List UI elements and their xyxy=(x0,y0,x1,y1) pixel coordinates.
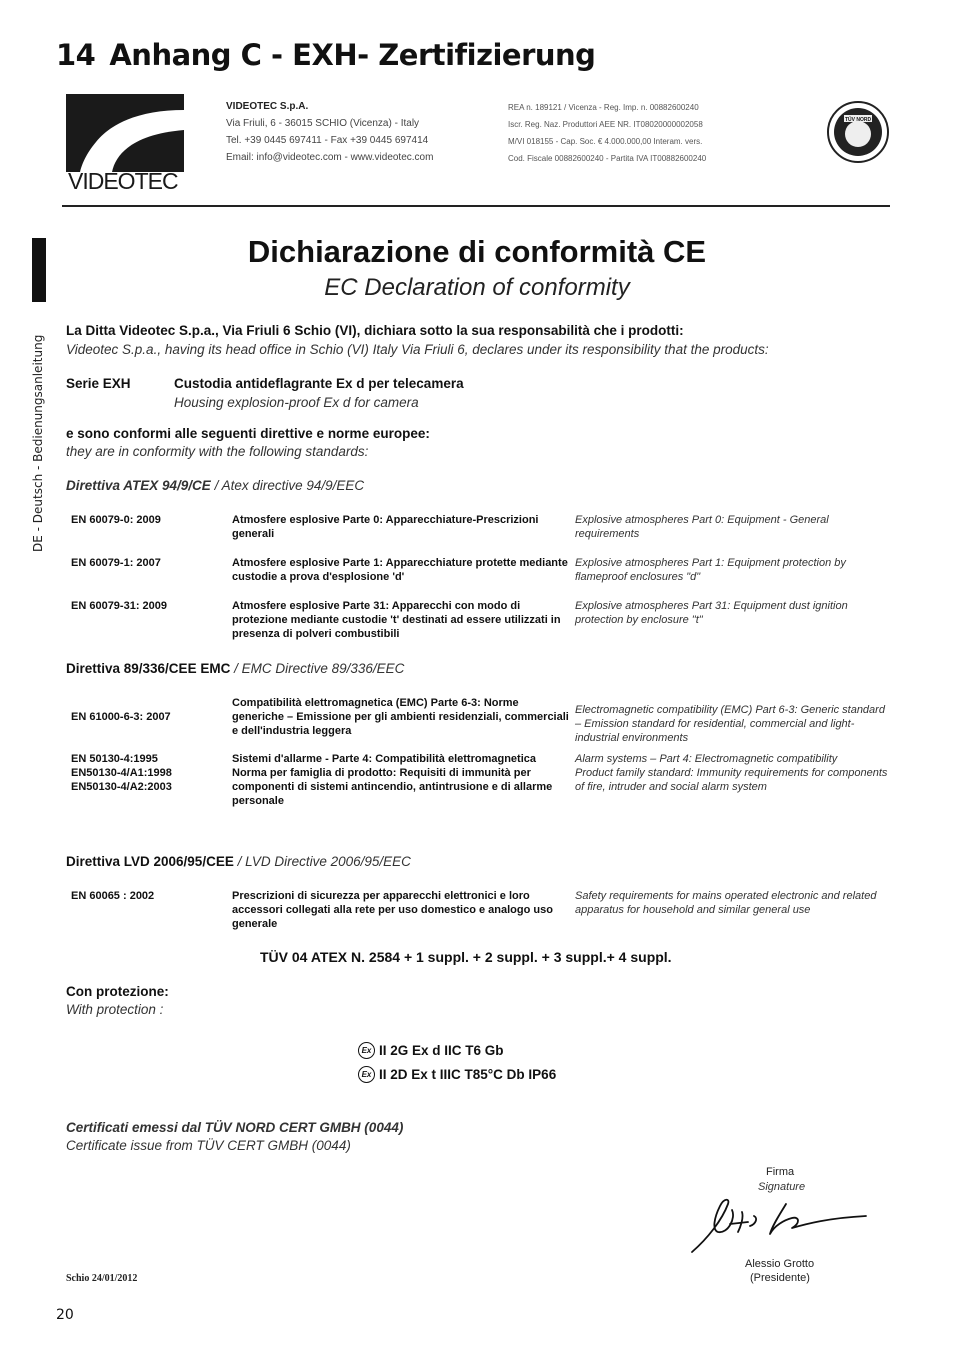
directive-title-italian: Direttiva 89/336/CEE EMC xyxy=(66,661,231,676)
company-registry-block xyxy=(508,99,706,167)
page-number: 20 xyxy=(56,1307,74,1323)
standard-description-italian: Compatibilità elettromagnetica (EMC) Parte 6-3: Norme generiche – Emissione per gli ambienti residenziali, commerciali e dell'industria leggera xyxy=(232,697,569,737)
directive-title-english: / LVD Directive 2006/95/EEC xyxy=(233,854,411,869)
marking-dust-text: II 2D Ex t IIIC T85°C Db IP66 xyxy=(379,1067,557,1082)
signature-label-english: Signature xyxy=(758,1181,806,1193)
standard-code: EN 60079-0: 2009 xyxy=(71,514,161,526)
directive-lvd-heading xyxy=(66,854,411,869)
intro-italian: La Ditta Videotec S.p.a., Via Friuli 6 Schio (VI), dichiara sotto la sua responsabilità che i prodotti: xyxy=(66,323,684,338)
standard-description-italian: Sistemi d'allarme - Parte 4: Compatibilità elettromagnetica Norma per famiglia di prodotto: Requisiti di immunità per componenti di sistemi antincendio, antintrusione e di allarme personale xyxy=(232,753,553,807)
side-language-label: DE - Deutsch - Bedienungsanleitung xyxy=(31,334,45,552)
directive-title-english: / EMC Directive 89/336/EEC xyxy=(230,661,405,676)
directive-title-english: / Atex directive 94/9/EEC xyxy=(210,478,365,493)
standard-code: EN 60079-31: 2009 xyxy=(71,600,168,612)
signatory-name: Alessio Grotto xyxy=(745,1258,815,1270)
series-label: Serie EXH xyxy=(66,376,131,391)
handwritten-signature xyxy=(688,1194,874,1258)
heading-number: 14 xyxy=(56,38,96,72)
directive-emc-heading xyxy=(66,661,404,676)
protection-label-italian: Con protezione: xyxy=(66,984,169,999)
standard-description-english: Alarm systems – Part 4: Electromagnetic compatibility Product family standard: Immunity requirements for components of fire, intruder and social alarm system xyxy=(575,753,888,793)
signature-label-italian: Firma xyxy=(766,1166,795,1178)
ex-symbol-icon: Ex xyxy=(358,1042,375,1059)
standard-description-english: Explosive atmospheres Part 31: Equipment dust ignition protection by enclosure "t" xyxy=(575,600,848,626)
registry-line: Iscr. Reg. Naz. Produttori AEE NR. IT08020000002058 xyxy=(508,120,703,129)
company-address-block xyxy=(226,98,433,166)
company-name: VIDEOTEC S.p.A. xyxy=(226,101,309,112)
intro-english: Videotec S.p.a., having its head office in Schio (VI) Italy Via Friuli 6, declares under its responsibility that the products: xyxy=(66,342,769,357)
standard-code: EN 61000-6-3: 2007 xyxy=(71,711,171,723)
ex-symbol-icon: Ex xyxy=(358,1066,375,1083)
seal-text: TÜV NORD xyxy=(844,117,872,123)
document-date: Schio 24/01/2012 xyxy=(66,1273,138,1284)
heading-text: Anhang C - EXH- Zertifizierung xyxy=(109,38,596,72)
company-phone-fax: Tel. +39 0445 697411 - Fax +39 0445 697414 xyxy=(226,135,429,146)
certificate-issuer-italian: Certificati emessi dal TÜV NORD CERT GMBH (0044) xyxy=(66,1120,404,1135)
certificate-issuer-english: Certificate issue from TÜV CERT GMBH (0044) xyxy=(66,1138,351,1153)
directive-title-italian: Direttiva ATEX 94/9/CE xyxy=(66,478,211,493)
registry-line: M/VI 018155 - Cap. Soc. € 4.000.000,00 Interam. vers. xyxy=(508,137,703,146)
protection-label-english: With protection : xyxy=(66,1002,164,1017)
document-title: Dichiarazione di conformità CE xyxy=(247,234,707,269)
standard-code: EN 60079-1: 2007 xyxy=(71,557,161,569)
series-description-italian: Custodia antideflagrante Ex d per telecamera xyxy=(174,376,464,391)
standard-description-english: Explosive atmospheres Part 0: Equipment - General requirements xyxy=(575,514,829,540)
marking-gas xyxy=(358,1042,504,1059)
logo-text: VIDEOTEC xyxy=(68,168,178,192)
standard-code: EN 60065 : 2002 xyxy=(71,890,155,902)
conformity-italian: e sono conformi alle seguenti direttive e norme europee: xyxy=(66,426,430,441)
registry-line: REA n. 189121 / Vicenza - Reg. Imp. n. 00882600240 xyxy=(508,103,699,112)
letterhead-divider xyxy=(62,205,890,207)
conformity-english: they are in conformity with the following standards: xyxy=(66,444,369,459)
document-subtitle: EC Declaration of conformity xyxy=(324,274,630,301)
standard-description-italian: Prescrizioni di sicurezza per apparecchi elettronici e loro accessori collegati alla rete per uso domestico e analogo uso generale xyxy=(232,890,553,930)
company-address: Via Friuli, 6 - 36015 SCHIO (Vicenza) - Italy xyxy=(226,118,420,129)
marking-dust xyxy=(358,1066,556,1083)
marking-gas-text: II 2G Ex d IIC T6 Gb xyxy=(379,1043,504,1058)
tuv-certificate-line: TÜV 04 ATEX N. 2584 + 1 suppl. + 2 suppl. + 3 suppl.+ 4 suppl. xyxy=(260,949,672,965)
letterhead xyxy=(62,94,890,206)
directive-title-italian: Direttiva LVD 2006/95/CEE xyxy=(66,854,234,869)
directive-atex-heading xyxy=(66,478,364,493)
standard-code: EN 50130-4:1995 EN50130-4/A1:1998 EN50130-4/A2:2003 xyxy=(71,753,172,793)
standard-description-english: Safety requirements for mains operated electronic and related apparatus for household and similar general use xyxy=(575,890,877,916)
page-heading xyxy=(56,38,595,72)
series-description-english: Housing explosion-proof Ex d for camera xyxy=(174,395,419,410)
standard-description-english: Explosive atmospheres Part 1: Equipment protection by flameproof enclosures "d" xyxy=(575,557,846,583)
standard-description-italian: Atmosfere esplosive Parte 0: Apparecchiature-Prescrizioni generali xyxy=(232,514,539,540)
videotec-logo xyxy=(64,94,186,192)
signatory-role: (Presidente) xyxy=(750,1272,810,1284)
standard-description-italian: Atmosfere esplosive Parte 1: Apparecchiature protette mediante custodie a prova d'esplosione 'd' xyxy=(232,557,568,583)
registry-line: Cod. Fiscale 00882600240 - Partita IVA IT00882600240 xyxy=(508,154,707,163)
standard-description-english: Electromagnetic compatibility (EMC) Part 6-3: Generic standard – Emission standard for residential, commercial and light-industrial environments xyxy=(575,704,885,744)
standard-description-italian: Atmosfere esplosive Parte 31: Apparecchi con modo di protezione mediante custodie 't' destinati ad essere utilizzati in presenza di polveri combustibili xyxy=(232,600,561,640)
company-email-web: Email: info@videotec.com - www.videotec.com xyxy=(226,152,434,163)
certification-seal-icon xyxy=(826,100,890,164)
